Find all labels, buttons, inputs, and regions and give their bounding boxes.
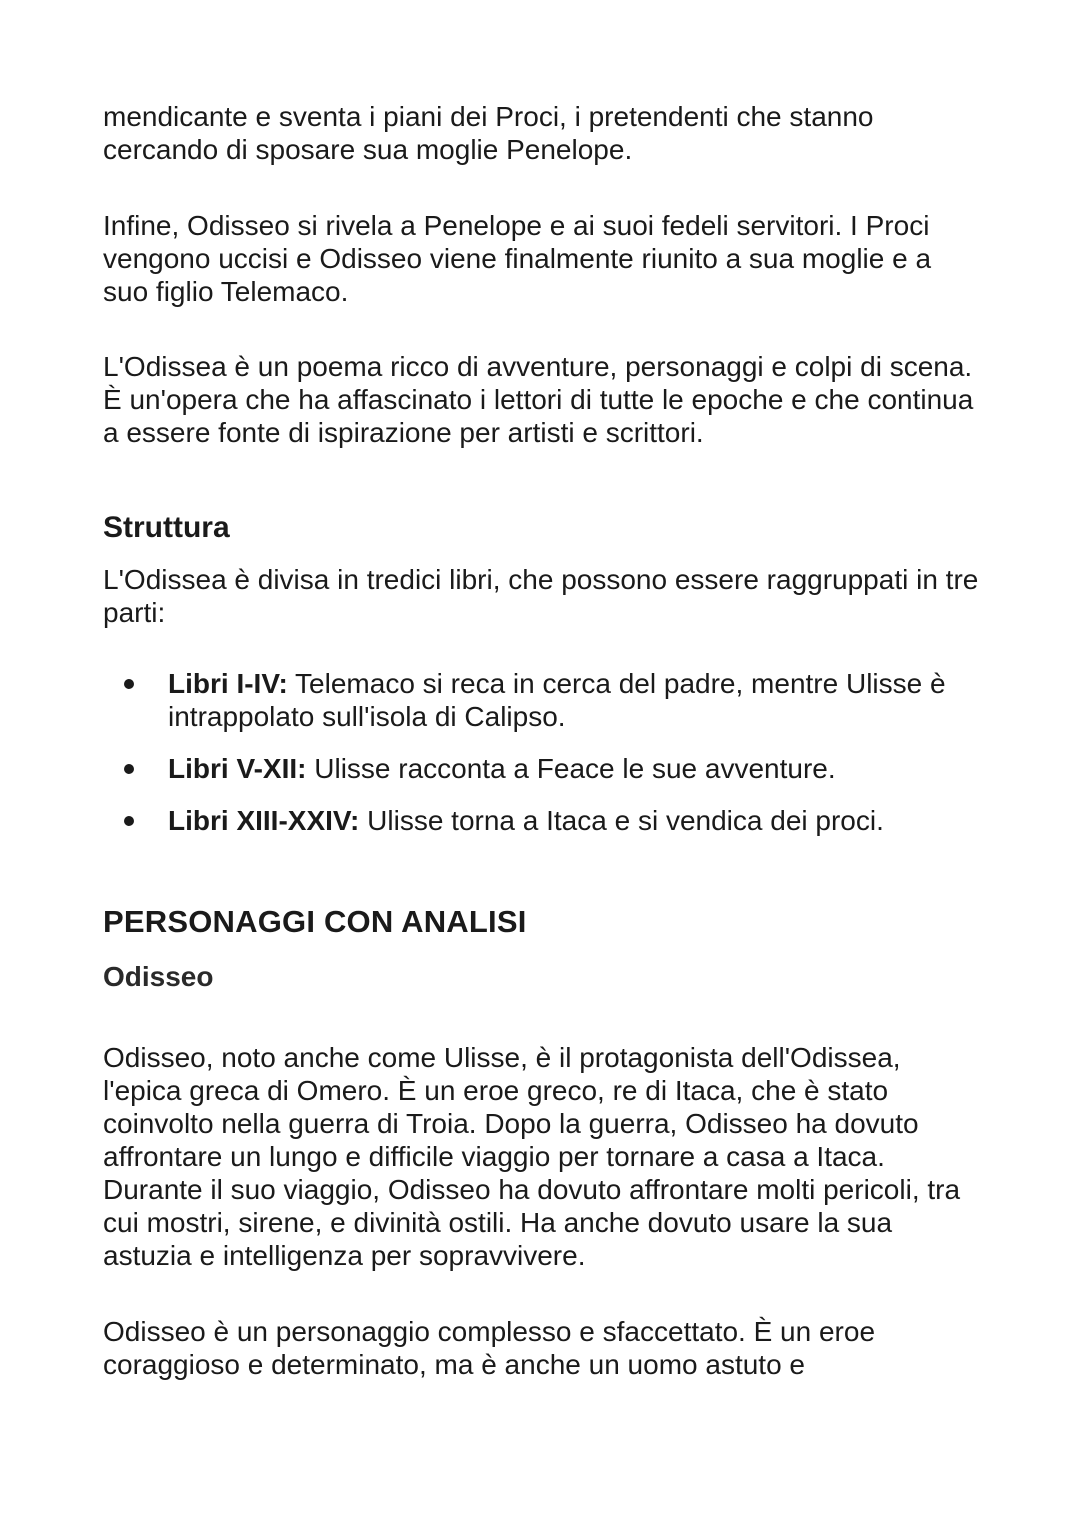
list-item-label: Libri V-XII: bbox=[168, 753, 307, 784]
bullet-icon bbox=[124, 764, 134, 774]
paragraph-reunion: Infine, Odisseo si rivela a Penelope e ai suoi fedeli servitori. I Proci vengono uccisi e Odisseo viene finalmente riunito a sua moglie e a suo figlio Telemaco. bbox=[103, 210, 932, 307]
list-item-text: Ulisse racconta a Feace le sue avventure. bbox=[306, 753, 836, 784]
document-page bbox=[103, 100, 983, 1381]
bullet-icon bbox=[124, 679, 134, 689]
bullet-icon bbox=[124, 816, 134, 826]
list-item bbox=[103, 804, 983, 837]
section-heading-struttura: Struttura bbox=[103, 511, 230, 544]
list-item-text: Ulisse torna a Itaca e si vendica dei proci. bbox=[359, 805, 884, 836]
paragraph-odisseo-intro: Odisseo, noto anche come Ulisse, è il protagonista dell'Odissea, l'epica greca di Omero. È un eroe greco, re di Itaca, che è stato coinvolto nella guerra di Troia. Dopo la guerra, Odisseo ha dovuto affrontare un lungo e difficile viaggio per tornare a casa a Itaca. Durante il suo viaggio, Odisseo ha dovuto affrontare molti pericoli, tra cui mostri, sirene, e divinità ostili. Ha anche dovuto usare la sua astuzia e intelligenza per sopravvivere. bbox=[103, 1042, 961, 1271]
paragraph-odisseo-analysis: Odisseo è un personaggio complesso e sfaccettato. È un eroe coraggioso e determinato, ma è anche un uomo astuto e bbox=[103, 1316, 876, 1380]
list-item-label: Libri XIII-XXIV: bbox=[168, 805, 360, 836]
paragraph-struttura-intro: L'Odissea è divisa in tredici libri, che possono essere raggruppati in tre parti: bbox=[103, 564, 979, 628]
paragraph-proci: mendicante e sventa i piani dei Proci, i pretendenti che stanno cercando di sposare sua moglie Penelope. bbox=[103, 101, 874, 165]
chapter-heading-personaggi: PERSONAGGI CON ANALISI bbox=[103, 904, 527, 939]
paragraph-summary: L'Odissea è un poema ricco di avventure, personaggi e colpi di scena. È un'opera che ha affascinato i lettori di tutte le epoche e che continua a essere fonte di ispirazione per artisti e scrittori. bbox=[103, 351, 974, 448]
list-item-label: Libri I-IV: bbox=[168, 668, 288, 699]
character-heading-odisseo: Odisseo bbox=[103, 961, 214, 992]
list-item bbox=[103, 667, 983, 733]
list-item-text: Telemaco si reca in cerca del padre, mentre Ulisse è intrappolato sull'isola di Calipso. bbox=[168, 668, 946, 732]
list-item bbox=[103, 752, 983, 785]
book-parts-list bbox=[103, 667, 983, 837]
